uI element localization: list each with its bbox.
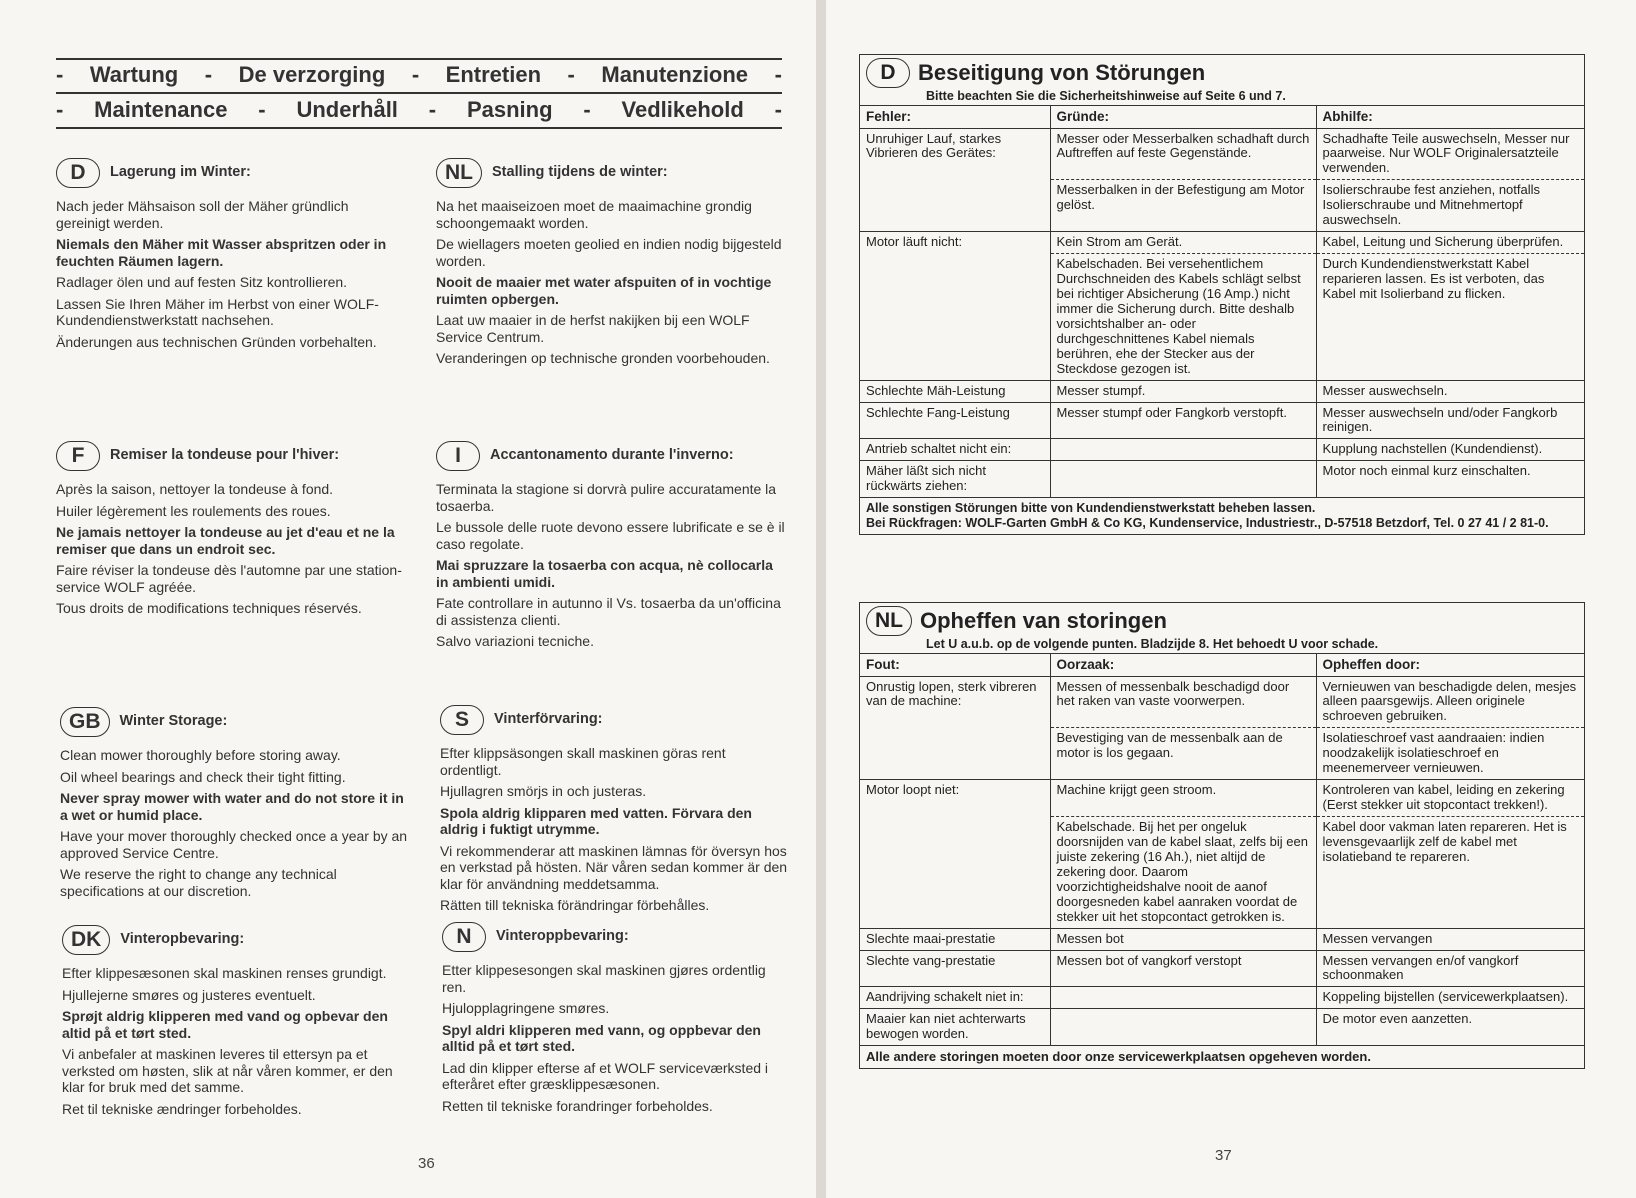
section-dk-heading [62,925,412,955]
cause-cell: Messer stumpf oder Fangkorb verstopft. [1050,402,1316,439]
section-dk-text-3: Sprøjt aldrig klipperen med vand og opbevar den altid på et tørt sted. [62,1008,388,1041]
section-i-text-2: Le bussole delle ruote devono essere lubrificate e se è il caso regolate. [436,519,785,552]
table-header-row [860,654,1584,677]
section-i-text-4: Fate controllare in autunno il Vs. tosaerba da un'officina di assistenza clienti. [436,595,781,628]
section-gb-text-3: Never spray mower with water and do not store it in a wet or humid place. [60,790,404,823]
section-gb-text-4: Have your mover thoroughly checked once a year by an approved Service Centre. [60,828,408,861]
table-nl-heading [860,603,1584,651]
header-title-wartung: Wartung [89,62,179,87]
section-i-text-1: Terminata la stagione si dorvrà pulire accuratamente la tosaerba. [436,481,777,514]
section-dk-title: Vinteropbevaring: [120,931,245,948]
section-nl-title: Stalling tijdens de winter: [492,164,668,181]
section-d-text-5: Änderungen aus technischen Gründen vorbehalten. [56,333,377,350]
language-badge-f: F [56,441,100,471]
language-badge-dk: DK [62,925,110,955]
header-dash: - [774,62,782,87]
remedy-cell: Messer auswechseln und/oder Fangkorb reinigen. [1316,402,1584,439]
section-d-text-4: Lassen Sie Ihren Mäher im Herbst von einer WOLF-Kundendienstwerkstatt nachsehen. [56,295,379,329]
header-dash: - [583,97,591,122]
fault-cell: Mäher läßt sich nicht rückwärts ziehen: [860,461,1050,497]
section-n-title: Vinteroppbevaring: [496,928,629,945]
table-nl-subtitle: Let U a.u.b. op de volgende punten. Bladzijde 8. Het behoedt U voor schade. [926,637,1379,651]
page-number-right: 37 [1215,1147,1232,1164]
troubleshooting-table-nl [859,602,1585,1069]
table-row [860,928,1584,950]
language-badge-nl: NL [436,158,482,188]
header-rule-middle [56,92,782,94]
header-rule-top [56,58,782,60]
header-dash: - [567,62,575,87]
section-gb-text-5: We reserve the right to change any technical specifications at our discretion. [60,866,337,899]
troubleshooting-table-d [859,54,1585,535]
table-d-footer-line-2: Bei Rückfragen: WOLF-Garten GmbH & Co KG, Kundenservice, Industriestr., D-57518 Betzdorf, Tel. 0 27 41 / 2 81-0. [866,516,1549,531]
header-row-2 [56,97,782,123]
table-d-heading [860,55,1584,103]
remedy-cell: Isolierschraube fest anziehen, notfalls Isolierschraube und Mitnehmertopf auswechseln. [1316,180,1584,232]
header-dash: - [56,97,64,122]
fault-cell: Motor loopt niet: [860,780,1050,928]
fault-cell: Unruhiger Lauf, starkes Vibrieren des Gerätes: [860,128,1050,232]
cause-cell: Kein Strom am Gerät. [1050,232,1316,254]
remedy-cell: Kabel, Leitung und Sicherung überprüfen. [1316,232,1584,254]
section-dk-text-5: Ret til tekniske ændringer forbeholdes. [62,1100,302,1117]
header-dash: - [204,62,213,87]
section-s-heading [440,705,790,735]
header-dash: - [258,97,266,122]
section-i-title: Accantonamento durante l'inverno: [490,447,734,464]
section-f-text-1: Après la saison, nettoyer la tondeuse à fond. [56,481,334,497]
fault-cell: Aandrijving schakelt niet in: [860,987,1050,1009]
section-s-title: Vinterförvaring: [494,711,603,728]
header-row-1 [56,62,782,88]
table-row [860,780,1584,817]
cause-cell: Messer stumpf. [1050,380,1316,402]
remedy-cell: Messer auswechseln. [1316,380,1584,402]
remedy-cell: De motor even aanzetten. [1316,1009,1584,1045]
cause-cell: Messer oder Messerbalken schadhaft durch Auftreffen auf feste Gegenstände. [1050,128,1316,180]
remedy-cell: Koppeling bijstellen (servicewerkplaatsen). [1316,987,1584,1009]
section-s-text-5: Rätten till tekniska förändringar förbehålles. [440,897,710,914]
section-i-text-3: Mai spruzzare la tosaerba con acqua, nè collocarla in ambienti umidi. [436,557,773,590]
header-rule-bottom [56,127,782,129]
table-d-grid [860,105,1584,497]
column-header-fault: Fout: [860,654,1050,677]
column-header-fault: Fehler: [860,106,1050,129]
header-title-underhall: Underhåll [296,97,398,122]
section-s-text-2: Hjullagren smörjs in och justeras. [440,783,647,800]
header-title-vedlikehold: Vedlikehold [621,97,744,122]
section-nl-text-4: Laat uw maaier in de herfst nakijken bij een WOLF Service Centrum. [436,312,750,345]
section-f-text-3: Ne jamais nettoyer la tondeuse au jet d'eau et ne la remiser que dans un endroit sec. [56,524,395,557]
cause-cell: Kabelschade. Bij het per ongeluk doorsnijden van de kabel slaat, zelfs bij een juiste zekering (16 Ah.), niet altijd de zekering door. Daarom voorzichtigheidshalve nooit de aanof doorgesneden kabel aanraken voordat de stekker uit het stopcontact getrokken is. [1050,817,1316,929]
remedy-cell: Messen vervangen en/of vangkorf schoonmaken [1316,950,1584,987]
section-d-title: Lagerung im Winter: [110,164,251,181]
cause-cell [1050,461,1316,497]
section-d-heading [56,158,406,188]
section-dk-text-4: Vi anbefaler at maskinen leveres til ettersyn pa et verksted om høsten, slik at når våren kommer, er den klar for bruk med det samme. [62,1046,393,1096]
section-f [56,441,406,622]
section-d-text-2: Niemals den Mäher mit Wasser abspritzen oder in feuchten Räumen lagern. [56,236,387,269]
table-row [860,380,1584,402]
header-dash: - [428,97,437,122]
left-page [0,0,816,1198]
table-nl-footer: Alle andere storingen moeten door onze servicewerkplaatsen opgeheven worden. [860,1045,1584,1068]
table-row [860,1009,1584,1045]
table-d-title-row [866,58,1578,88]
cause-cell [1050,987,1316,1009]
header-dash: - [774,97,782,122]
table-d-footer [860,497,1584,534]
table-row [860,232,1584,254]
section-f-text-5: Tous droits de modifications techniques réservés. [56,600,362,617]
section-s-text-1: Efter klippsäsongen skall maskinen göras rent ordentligt. [440,745,726,778]
table-d-title: Beseitigung von Störungen [918,60,1206,85]
cause-cell: Kabelschaden. Bei versehentlichem Durchschneiden des Kabels schlägt selbst bei richtiger Absicherung (16 Amp.) nicht immer die Sicherung durch. Bitte deshalb vorsichtshalber an- oder durchgeschnittenes Kabel niemals berühren, ehe der Stecker aus der Steckdose gezogen ist. [1050,254,1316,381]
language-badge-d: D [56,158,100,188]
cause-cell: Messen of messenbalk beschadigd door het raken van vaste voorwerpen. [1050,676,1316,728]
header-dash: - [411,62,420,87]
fault-cell: Onrustig lopen, sterk vibreren van de machine: [860,676,1050,780]
remedy-cell: Schadhafte Teile auswechseln, Messer nur paarweise. Nur WOLF Originalersatzteile verwenden. [1316,128,1584,180]
page-number-left: 36 [418,1155,435,1172]
section-nl-text-3: Nooit de maaier met water afspuiten of in vochtige ruimten opbergen. [436,274,772,307]
section-d-text-1: Nach jeder Mähsaison soll der Mäher gründlich gereinigt werden. [56,198,349,231]
table-row [860,128,1584,180]
table-d-footer-line-1: Alle sonstigen Störungen bitte von Kundendienstwerkstatt beheben lassen. [866,501,1316,516]
section-f-text-2: Huiler légèrement les roulements des roues. [56,502,331,519]
section-i-heading [436,441,786,471]
column-header-remedy: Abhilfe: [1316,106,1584,129]
column-header-remedy: Opheffen door: [1316,654,1584,677]
section-d-text-3: Radlager ölen und auf festen Sitz kontrollieren. [56,274,348,291]
section-n-text-3: Spyl aldri klipperen med vann, og oppbevar den alltid på et tørt sted. [442,1021,761,1055]
section-nl-text-1: Na het maaiseizoen moet de maaimachine grondig schoongemaakt worden. [436,198,752,231]
header-title-manutenzione: Manutenzione [601,62,749,87]
right-page [826,0,1636,1198]
section-i [436,441,786,655]
table-nl-title-row [866,606,1578,636]
section-gb-text-2: Oil wheel bearings and check their tight fitting. [60,768,346,785]
section-nl [436,158,786,372]
cause-cell: Bevestiging van de messenbalk aan de motor is los gegaan. [1050,728,1316,780]
fault-cell: Maaier kan niet achterwarts bewogen worden. [860,1009,1050,1045]
section-n-text-2: Hjulopplagringene smøres. [442,1000,610,1017]
remedy-cell: Isolatieschroef vast aandraaien: indien noodzakelijk isolatieschroef en meenemerveer vernieuwen. [1316,728,1584,780]
fault-cell: Slechte vang-prestatie [860,950,1050,987]
remedy-cell: Durch Kundendienstwerkstatt Kabel reparieren lassen. Es ist verboten, das Kabel mit Isolierband zu flicken. [1316,254,1584,381]
section-dk [62,925,412,1122]
language-badge-gb: GB [60,707,110,737]
fault-cell: Schlechte Mäh-Leistung [860,380,1050,402]
remedy-cell: Kupplung nachstellen (Kundendienst). [1316,439,1584,461]
section-i-text-5: Salvo variazioni tecniche. [436,633,594,650]
table-row [860,461,1584,497]
section-gb-heading [60,707,410,737]
header-title-de-verzorging: De verzorging [238,62,386,87]
fault-cell: Slechte maai-prestatie [860,928,1050,950]
header-dash: - [56,62,64,87]
section-nl-text-5: Veranderingen op technische gronden voorbehouden. [436,350,770,367]
fault-cell: Motor läuft nicht: [860,232,1050,380]
section-dk-text-1: Efter klippesæsonen skal maskinen renses grundigt. [62,965,387,981]
cause-cell [1050,1009,1316,1045]
section-s [440,705,790,919]
section-gb-text-1: Clean mower thoroughly before storing away. [60,747,341,763]
section-d [56,158,406,355]
language-badge-nl: NL [866,606,912,636]
table-nl-grid [860,653,1584,1045]
cause-cell: Machine krijgt geen stroom. [1050,780,1316,817]
table-row [860,402,1584,439]
language-badge-i: I [436,441,480,471]
cause-cell: Messen bot of vangkorf verstopt [1050,950,1316,987]
remedy-cell: Kabel door vakman laten repareren. Het is levensgevaarlijk zelf de kabel met isolatieband te repareren. [1316,817,1584,929]
cause-cell: Messen bot [1050,928,1316,950]
language-badge-s: S [440,705,484,735]
fault-cell: Schlechte Fang-Leistung [860,402,1050,439]
section-nl-text-2: De wiellagers moeten geolied en indien nodig bijgesteld worden. [436,236,782,269]
section-nl-heading [436,158,786,188]
cause-cell: Messerbalken in der Befestigung am Motor gelöst. [1050,180,1316,232]
section-f-text-4: Faire réviser la tondeuse dès l'automne par une station-service WOLF agréée. [56,562,402,595]
section-n-text-1: Etter klippesesongen skal maskinen gjøres ordentlig ren. [442,962,766,995]
language-badge-n: N [442,922,486,952]
section-n-text-4: Lad din klipper efterse af et WOLF serviceværksted i efteråret efter græsklippesæsonen. [442,1059,769,1093]
section-n-text-5: Retten til tekniske forandringer forbeholdes. [442,1097,713,1114]
fault-cell: Antrieb schaltet nicht ein: [860,439,1050,461]
cause-cell [1050,439,1316,461]
table-row [860,676,1584,728]
table-nl-title: Opheffen van storingen [920,608,1167,633]
section-n [442,922,792,1119]
remedy-cell: Motor noch einmal kurz einschalten. [1316,461,1584,497]
section-s-text-4: Vi rekommenderar att maskinen lämnas för översyn hos en verkstad på hösten. När våren sedan kommer är den klar för användning meddetsamma. [440,842,788,892]
table-header-row [860,106,1584,129]
section-gb [60,707,410,904]
section-n-heading [442,922,792,952]
remedy-cell: Kontroleren van kabel, leiding en zekering (Eerst stekker uit stopcontact trekken!). [1316,780,1584,817]
header-title-pasning: Pasning [466,97,553,122]
section-f-title: Remiser la tondeuse pour l'hiver: [110,447,340,464]
remedy-cell: Messen vervangen [1316,928,1584,950]
section-f-heading [56,441,406,471]
page-gutter [816,0,826,1198]
section-s-text-3: Spola aldrig klipparen med vatten. Förvara den aldrig i fuktigt utrymme. [440,804,752,838]
header-title-entretien: Entretien [445,62,542,87]
table-row [860,950,1584,987]
column-header-cause: Gründe: [1050,106,1316,129]
table-d-subtitle: Bitte beachten Sie die Sicherheitshinweise auf Seite 6 und 7. [926,89,1286,103]
column-header-cause: Oorzaak: [1050,654,1316,677]
language-badge-d: D [866,58,910,88]
section-dk-text-2: Hjullejerne smøres og justeres eventuelt. [62,986,316,1003]
table-row [860,987,1584,1009]
section-gb-title: Winter Storage: [119,713,228,730]
remedy-cell: Vernieuwen van beschadigde delen, mesjes alleen paarsgewijs. Alleen originele schroeven gebruiken. [1316,676,1584,728]
table-row [860,439,1584,461]
header-title-maintenance: Maintenance [94,97,228,122]
